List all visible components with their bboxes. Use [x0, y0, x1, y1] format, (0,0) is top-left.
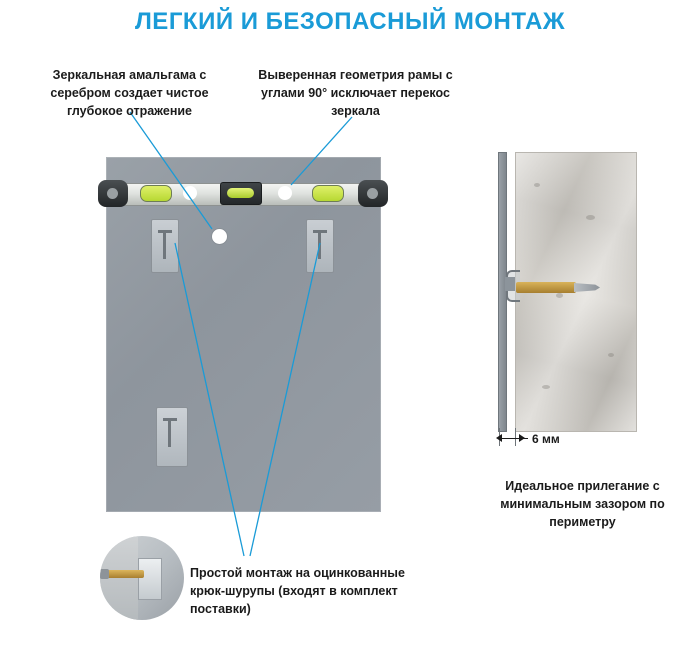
hook-screw-head	[505, 277, 515, 291]
wall-bracket-bottom-icon	[156, 407, 188, 467]
callout-mounting: Простой монтаж на оцинкованные крюк-шурупы (входят в комплект поставки)	[190, 566, 405, 617]
stone-texture-speck	[556, 293, 563, 298]
spirit-level-icon	[98, 180, 388, 208]
level-vial-right	[312, 185, 344, 202]
mounting-detail-photo	[100, 536, 184, 620]
dimension-arrow-right	[519, 434, 525, 442]
callout-geometry: Выверенная геометрия рамы с углами 90° исключает перекос зеркала	[258, 68, 453, 119]
level-marker-dot-2	[278, 186, 292, 200]
level-vial-left	[140, 185, 172, 202]
level-vial-center	[220, 182, 262, 205]
wall-bracket-right-icon	[306, 219, 334, 273]
mirror-surface	[106, 157, 381, 512]
dimension-label: 6 мм	[532, 432, 560, 446]
dimension-tick-right	[515, 428, 516, 446]
stone-texture-speck	[534, 183, 540, 187]
stone-texture-speck	[542, 385, 550, 389]
stone-texture-speck	[586, 215, 595, 220]
inset-bracket-icon	[138, 558, 162, 600]
wall-bracket-left-icon	[151, 219, 179, 273]
callout-gap: Идеальное прилегание с минимальным зазором по периметру	[500, 479, 665, 530]
screw-shaft	[516, 282, 576, 293]
inset-screw-icon	[104, 570, 144, 578]
mirror-panel	[106, 157, 381, 512]
page-title: ЛЕГКИЙ И БЕЗОПАСНЫЙ МОНТАЖ	[134, 8, 566, 35]
level-end-cap-right	[358, 180, 388, 207]
level-end-cap-left	[98, 180, 128, 207]
callout-amalgam: Зеркальная амальгама с серебром создает чистое глубокое отражение	[50, 68, 209, 119]
inset-screw-head	[100, 569, 109, 579]
stone-texture-speck	[608, 353, 614, 357]
dimension-arrow-left	[496, 434, 502, 442]
amalgam-marker-dot	[212, 229, 227, 244]
level-marker-dot-1	[183, 186, 197, 200]
